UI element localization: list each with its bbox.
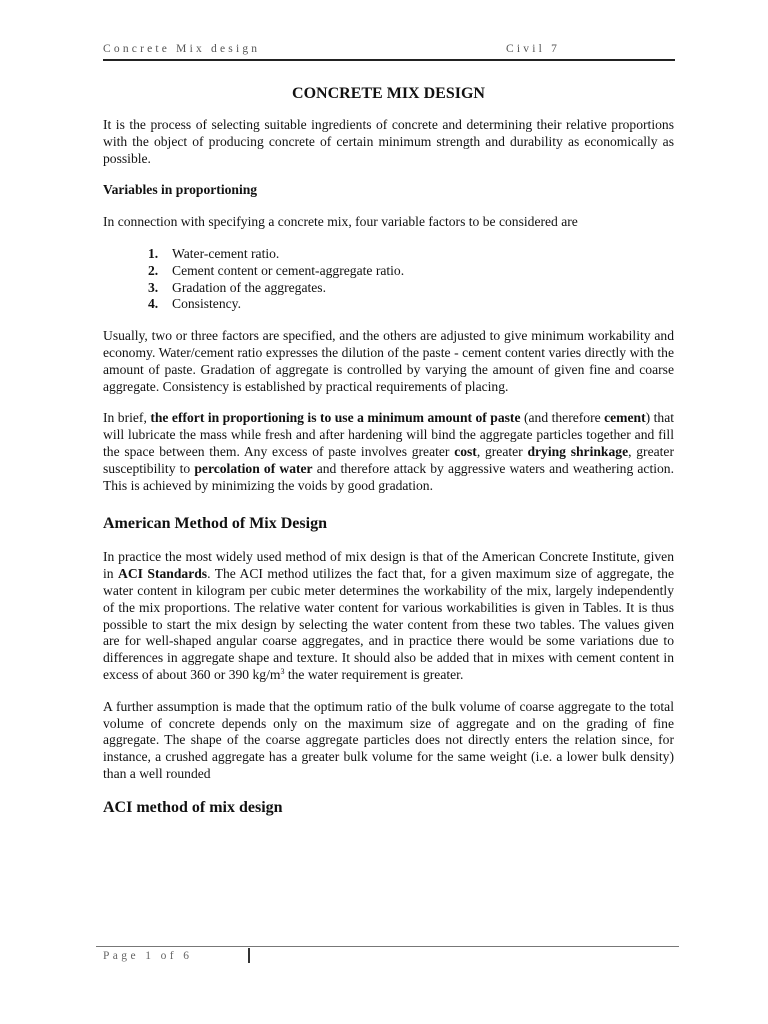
header-course: Civil 7 — [506, 43, 561, 55]
list-item — [148, 296, 674, 313]
page-footer — [96, 946, 679, 967]
variables-lead: In connection with specifying a concrete mix, four variable factors to be considered are — [103, 214, 578, 230]
list-number: 3. — [148, 279, 159, 295]
american-paragraph-1: In practice the most widely used method of mix design is that of the American Concrete Institute, given in ACI Standards. The ACI method utilizes the fact that, for a given maximum size of aggregate, the water content in kilogram per cubic meter determines the workability of the mix, largely independently of the mix proportions. The relative water content for various workabilities is given in Tables. It is thus possible to start the mix design by selecting the water content from these two tables. The values given are for well-shaped angular coarse aggregates, and in practice there would be some variations due to differences in aggregate shape and texture. It should also be added that in mixes with cement content in excess of about 360 or 390 $kg/m^3$ the water requirement is greater. — [103, 549, 674, 682]
list-number: 1. — [148, 245, 159, 261]
list-text: Cement content or cement-aggregate ratio. — [172, 262, 405, 278]
list-item — [148, 280, 674, 297]
intro-paragraph: It is the process of selecting suitable ingredients of concrete and determining their relative proportions with the object of producing concrete of certain minimum strength and durability as economically as possible. — [103, 117, 674, 166]
page-title: CONCRETE MIX DESIGN — [292, 85, 485, 102]
aci-method-heading: ACI method of mix design — [103, 798, 283, 816]
header-document-title: Concrete Mix design — [103, 43, 261, 55]
variables-heading: Variables in proportioning — [103, 182, 258, 198]
list-text: Gradation of the aggregates. — [172, 279, 326, 295]
page-number: Page 1 of 6 — [103, 950, 193, 962]
list-text: Water-cement ratio. — [172, 245, 280, 261]
footer-divider — [248, 948, 250, 963]
list-item — [148, 263, 674, 280]
page-header — [103, 43, 675, 61]
list-number: 2. — [148, 262, 159, 278]
list-number: 4. — [148, 296, 159, 312]
list-item — [148, 246, 674, 263]
document-body — [103, 84, 674, 818]
american-paragraph-2: A further assumption is made that the optimum ratio of the bulk volume of coarse aggregate to the total volume of concrete depends only on the maximum size of aggregate and on the grading of fine aggregate. The shape of the coarse aggregate particles does not directly enters the relation since, for instance, a crushed aggregate has a greater bulk volume for the same weight (i.e. a lower bulk density) than a well rounded — [103, 698, 674, 781]
brief-paragraph: In brief, the effort in proportioning is to use a minimum amount of paste (and therefore cement) that will lubricate the mass while fresh and after hardening will bind the aggregate particles together and fill the space between them. Any excess of paste involves greater cost, greater drying shrinkage, greater susceptibility to percolation of water and therefore attack by aggressive waters and weathering action. This is achieved by minimizing the voids by good gradation. — [103, 410, 675, 493]
variables-paragraph: Usually, two or three factors are specified, and the others are adjusted to give minimum workability and economy. Water/cement ratio expresses the dilution of the paste - cement content varies directly with the amount of paste. Gradation of aggregate is controlled by varying the amount of given fine and coarse aggregate. Consistency is established by practical requirements of placing. — [103, 328, 674, 394]
american-method-heading: American Method of Mix Design — [103, 515, 327, 533]
list-text: Consistency. — [172, 296, 241, 312]
variables-list — [103, 246, 674, 313]
